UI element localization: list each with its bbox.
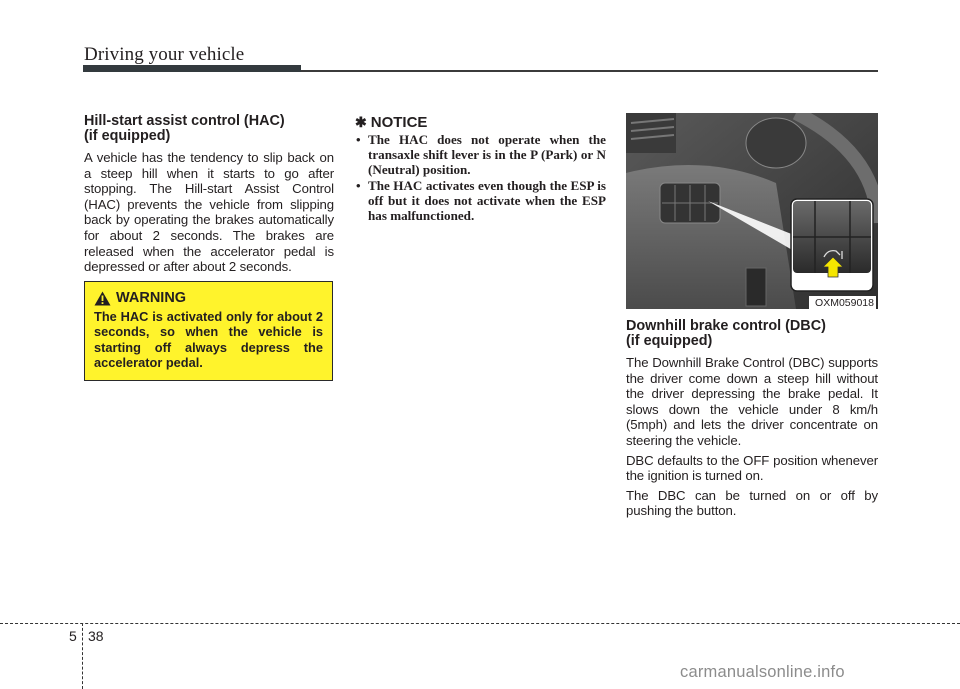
- header-rule-thick: [83, 65, 301, 72]
- dbc-heading: [626, 319, 878, 349]
- dbc-heading-line2: (if equipped): [626, 333, 713, 349]
- warning-header: [94, 290, 323, 306]
- asterisk-icon: ✱: [355, 114, 367, 130]
- hac-section: [84, 114, 334, 275]
- hac-body: A vehicle has the tendency to slip back on a steep hill when it starts to go after stopping. The Hill-start Assist Control (HAC) prevents the vehicle from slipping back by operating the brakes automatically for about 2 seconds. The brakes are released when the accelerator pedal is depressed or after about 2 seconds.: [84, 150, 334, 275]
- footer-divider-horizontal: [0, 623, 960, 624]
- page-number: 38: [88, 628, 104, 644]
- hac-heading: [84, 114, 334, 144]
- hac-heading-line1: Hill-start assist control (HAC): [84, 113, 285, 129]
- notice-item: • The HAC activates even though the ESP is off but it does not activate when the ESP has malfunctioned.: [355, 178, 606, 224]
- dbc-paragraph: The DBC can be turned on or off by pushing the button.: [626, 487, 878, 519]
- notice-label: NOTICE: [370, 114, 428, 131]
- hac-heading-line2: (if equipped): [84, 128, 171, 144]
- notice-header: [355, 114, 606, 131]
- dbc-button-illustration: [626, 113, 878, 309]
- header-rule-thin: [301, 70, 878, 72]
- page-section-title: Driving your vehicle: [84, 44, 245, 65]
- warning-text: The HAC is activated only for about 2 seconds, so when the vehicle is starting off always depress the accelerator pedal.: [94, 309, 323, 370]
- dashboard-illustration: [626, 113, 878, 309]
- warning-triangle-icon: [94, 291, 111, 306]
- warning-label: WARNING: [116, 290, 187, 306]
- watermark: carmanualsonline.info: [680, 663, 845, 681]
- dbc-paragraph: The Downhill Brake Control (DBC) supports the driver come down a steep hill without the driver depressing the brake pedal. It slows down the vehicle under 8 km/h (5mph) and lets the driver concentrate on steering the vehicle.: [626, 355, 878, 448]
- dbc-paragraph: DBC defaults to the OFF position whenever the ignition is turned on.: [626, 452, 878, 484]
- figure-code: OXM059018: [809, 296, 876, 309]
- dbc-heading-line1: Downhill brake control (DBC): [626, 318, 826, 334]
- notice-section: [355, 114, 606, 223]
- dbc-section: [626, 113, 878, 519]
- footer-divider-vertical: [82, 623, 83, 689]
- chapter-number: 5: [69, 628, 77, 644]
- warning-box: [84, 281, 333, 381]
- notice-list: [355, 132, 606, 223]
- notice-item: • The HAC does not operate when the transaxle shift lever is in the P (Park) or N (Neutral) position.: [355, 132, 606, 178]
